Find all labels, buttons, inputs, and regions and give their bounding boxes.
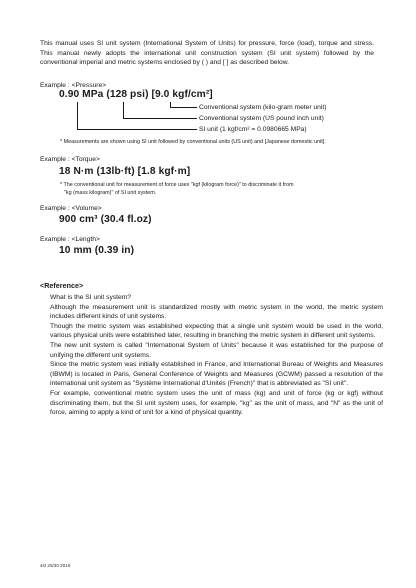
leader-si bbox=[77, 102, 78, 130]
pressure-example-label: Example : <Pressure> bbox=[40, 82, 107, 89]
torque-value: 18 N·m (13lb·ft) [1.8 kgf·m] bbox=[59, 166, 191, 177]
leader-psi-h bbox=[123, 118, 197, 119]
annotation-conventional-kgm: Conventional system (kilo-gram meter unit) bbox=[199, 104, 327, 111]
reference-paragraph: Since the metric system was initially established in France, and International Bureau of Weights and Measures (IBWM) is located in Paris, General Conference of Weights and Measures (GCWM) passed a resolution of the international unit system as "Système International d'Unités (French)" that is abbreviated as "SI unit". bbox=[50, 361, 383, 388]
torque-example-label: Example : <Torque> bbox=[40, 156, 100, 163]
leader-psi bbox=[123, 102, 124, 119]
reference-paragraph: The new unit system is called "International System of Units" because it was established for the purpose of unifying the different unit systems. bbox=[50, 341, 383, 359]
length-example-label: Example : <Length> bbox=[40, 236, 100, 243]
volume-value: 900 cm³ (30.4 fl.oz) bbox=[59, 214, 152, 225]
reference-heading: <Reference> bbox=[40, 281, 84, 290]
reference-paragraph: For example, conventional metric system uses the unit of mass (kg) and unit of force (kg or kgf) without discriminating them, but the SI unit system uses, for example, "kg" as the unit of mass, and "N" as the unit of force, aiming to apply a kind of unit for a kind of physical quantity. bbox=[50, 389, 383, 417]
leader-kgf-h bbox=[170, 107, 197, 108]
page-footer: 4st 25/30 2016 bbox=[40, 563, 71, 568]
reference-paragraph: Though the metric system was established expecting that a single unit system would be used in the world, various physical units were established later, resulting in branching the metric system in different unit systems. bbox=[50, 322, 383, 340]
reference-paragraph: Although the measurement unit is standardized mostly with metric system in the world, the metric system includes different kinds of unit systems. bbox=[50, 303, 383, 321]
pressure-note: * Measurements are shown using SI unit followed by conventional units (US unit) and [Japanese domestic unit]. bbox=[60, 139, 326, 145]
intro-paragraph: This manual uses SI unit system (International System of Units) for pressure, force (load), torque and stress. This manual newly adopts the international unit construction system (SI unit system) followed by the conventional imperial and metric systems enclosed by ( ) and [ ] as described below. bbox=[40, 40, 374, 67]
pressure-value: 0.90 MPa (128 psi) [9.0 kgf/cm²] bbox=[59, 89, 213, 100]
annotation-conventional-us: Conventional system (US pound inch unit) bbox=[199, 115, 324, 122]
torque-note-line2: "kg (mass kilogram)" of SI unit system. bbox=[64, 190, 157, 196]
reference-question: What is the SI unit system? bbox=[50, 294, 132, 301]
leader-si-h bbox=[77, 129, 197, 130]
volume-example-label: Example : <Volume> bbox=[40, 205, 102, 212]
reference-body bbox=[50, 293, 383, 418]
annotation-si-unit: SI unit (1 kgf/cm² = 0.0980665 MPa) bbox=[199, 126, 307, 133]
length-value: 10 mm (0.39 in) bbox=[59, 245, 135, 256]
torque-note-line1: * The conventional unit for measurement of force uses "kgf (kilogram force)" to discriminate it from bbox=[60, 182, 294, 188]
